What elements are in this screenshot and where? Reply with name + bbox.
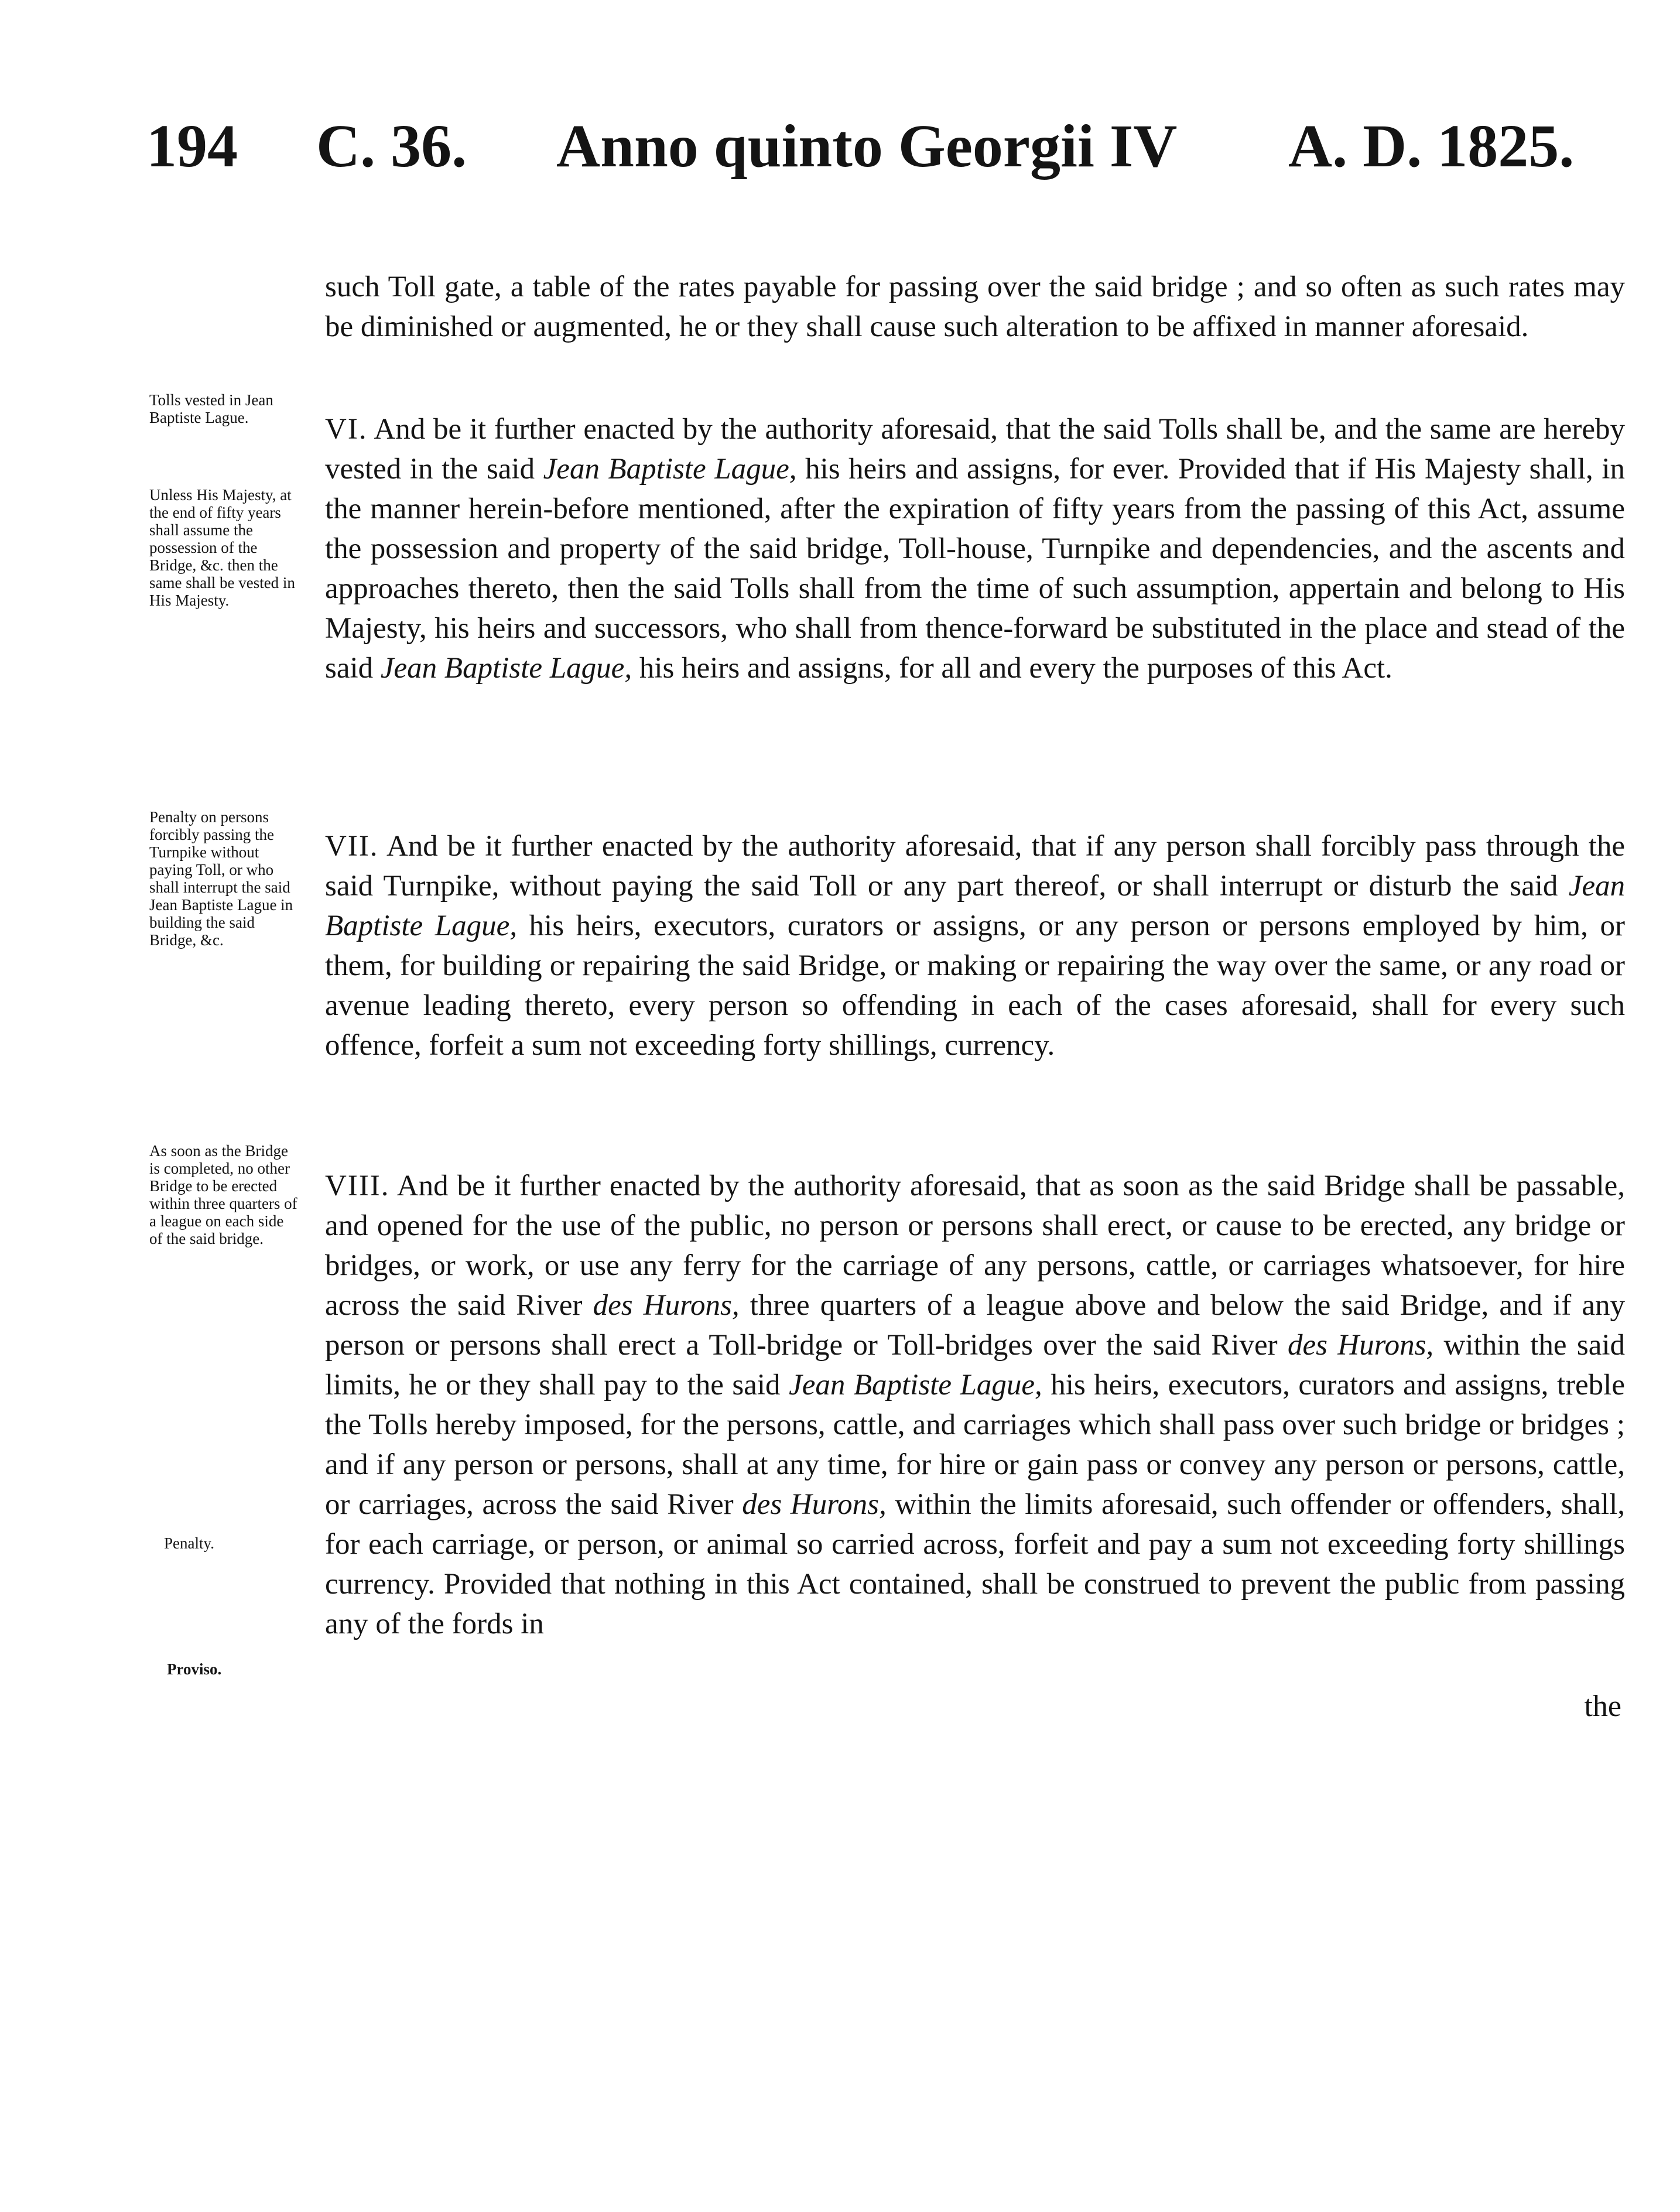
margin-note-proviso: Proviso. [167, 1660, 222, 1678]
margin-note-penalty: Penalty. [164, 1534, 214, 1552]
section-7-paragraph [325, 826, 1625, 1065]
running-header [146, 105, 1610, 187]
running-title: Anno quinto Georgii IV [556, 112, 1178, 180]
margin-note-unless-majesty: Unless His Majesty, at the end of fifty years shall assume the possession of the Bridge, &c. then the same shall be vested in His Majesty. [149, 486, 295, 609]
section-8-river-1: des Hurons, [593, 1289, 740, 1322]
section-6-name-2: Jean Baptiste Lague, [380, 652, 632, 685]
section-7-text-2: his heirs, executors, curators or assigns, or any person or persons employed by him, or them, for building or repairing the said Bridge, or making or repairing the way over the same, or any road or avenue leading thereto, every person so offending in each of the cases aforesaid, shall for every such offence, forfeit a sum not exceeding forty shillings, currency. [325, 910, 1625, 1062]
page-number: 194 [146, 112, 238, 180]
header-year: A. D. 1825. [1288, 112, 1575, 180]
section-7-text-1: And be it further enacted by the authority aforesaid, that if any person shall forcibly pass through the said Turnpike, without paying the said Toll or any part thereof, or shall interrupt or disturb the said [325, 830, 1625, 902]
section-8-text-2: three quarters of a league above and below the said Bridge, and if any person or persons shall erect a Toll-bridge or Toll-bridges over the said River [325, 1289, 1626, 1362]
margin-note-no-other-bridge: As soon as the Bridge is completed, no other Bridge to be erected within three quarters of a league on each side of the said bridge. [149, 1142, 297, 1247]
section-8-river-3: des Hurons, [742, 1488, 887, 1521]
section-6-text-3: his heirs and assigns, for all and every the purposes of this Act. [632, 652, 1392, 685]
section-8-name-1: Jean Baptiste Lague, [789, 1369, 1042, 1401]
margin-note-tolls-vested: Tolls vested in Jean Baptiste Lague. [149, 391, 273, 426]
section-8-text-4: his heirs, executors, curators and assigns, treble the Tolls hereby imposed, for the persons, cattle, and carriages which shall pass over such bridge or bridges ; and if any person or persons, shall at any time, for hire or gain pass or convey any person or persons, cattle, or carriages, across the said River [325, 1369, 1625, 1521]
section-8-number: VIII. [325, 1170, 390, 1202]
section-6-paragraph [325, 409, 1625, 688]
section-8-text-3: within the said limits, he or they shall pay to the said [325, 1329, 1625, 1401]
section-8-text-5: within the limits aforesaid, such offender or offenders, shall, for each carriage, or person, or animal so carried across, forfeit and pay a sum not exceeding forty shillings currency. Provided that nothing in this Act contained, shall be construed to prevent the public from passing any of the fords in [325, 1488, 1625, 1640]
section-8-river-2: des Hurons, [1287, 1329, 1434, 1362]
section-6-number: VI. [325, 413, 368, 446]
continuation-paragraph: such Toll gate, a table of the rates payable for passing over the said bridge ; and so often as such rates may be diminished or augmented, he or they shall cause such alteration to be affixed in manner aforesaid. [325, 271, 1625, 343]
section-8-paragraph [325, 1166, 1625, 1644]
margin-note-penalty-forcibly: Penalty on persons forcibly passing the Turnpike without paying Toll, or who shall interrupt the said Jean Baptiste Lague in building the said Bridge, &c. [149, 808, 293, 949]
section-6-text-1: And be it further enacted by the authority aforesaid, that the said Tolls shall be, and the same are hereby vested in the said [325, 413, 1625, 486]
section-6-name-1: Jean Baptiste Lague, [543, 453, 797, 486]
section-8-text-1: And be it further enacted by the authority aforesaid, that as soon as the said Bridge shall be passable, and opened for the use of the public, no person or persons shall erect, or cause to be erected, any bridge or bridges, or work, or use any ferry for the carriage of any persons, cattle, or carriages whatsoever, for hire across the said River [325, 1170, 1625, 1322]
section-7-number: VII. [325, 830, 379, 863]
section-6-text-2: his heirs and assigns, for ever. Provided that if His Majesty shall, in the manner herein-before mentioned, after the expiration of fifty years from the passing of this Act, assume the possession and property of the said bridge, Toll-house, Turnpike and dependencies, and the ascents and approaches thereto, then the said Tolls shall from the time of such assumption, appertain and belong to His Majesty, his heirs and successors, who shall from thence-forward be substituted in the place and stead of the said [325, 453, 1625, 685]
chapter-number: C. 36. [316, 112, 467, 180]
catchword: the [1584, 1690, 1621, 1723]
section-7-name-1: Jean Baptiste Lague, [325, 870, 1625, 942]
